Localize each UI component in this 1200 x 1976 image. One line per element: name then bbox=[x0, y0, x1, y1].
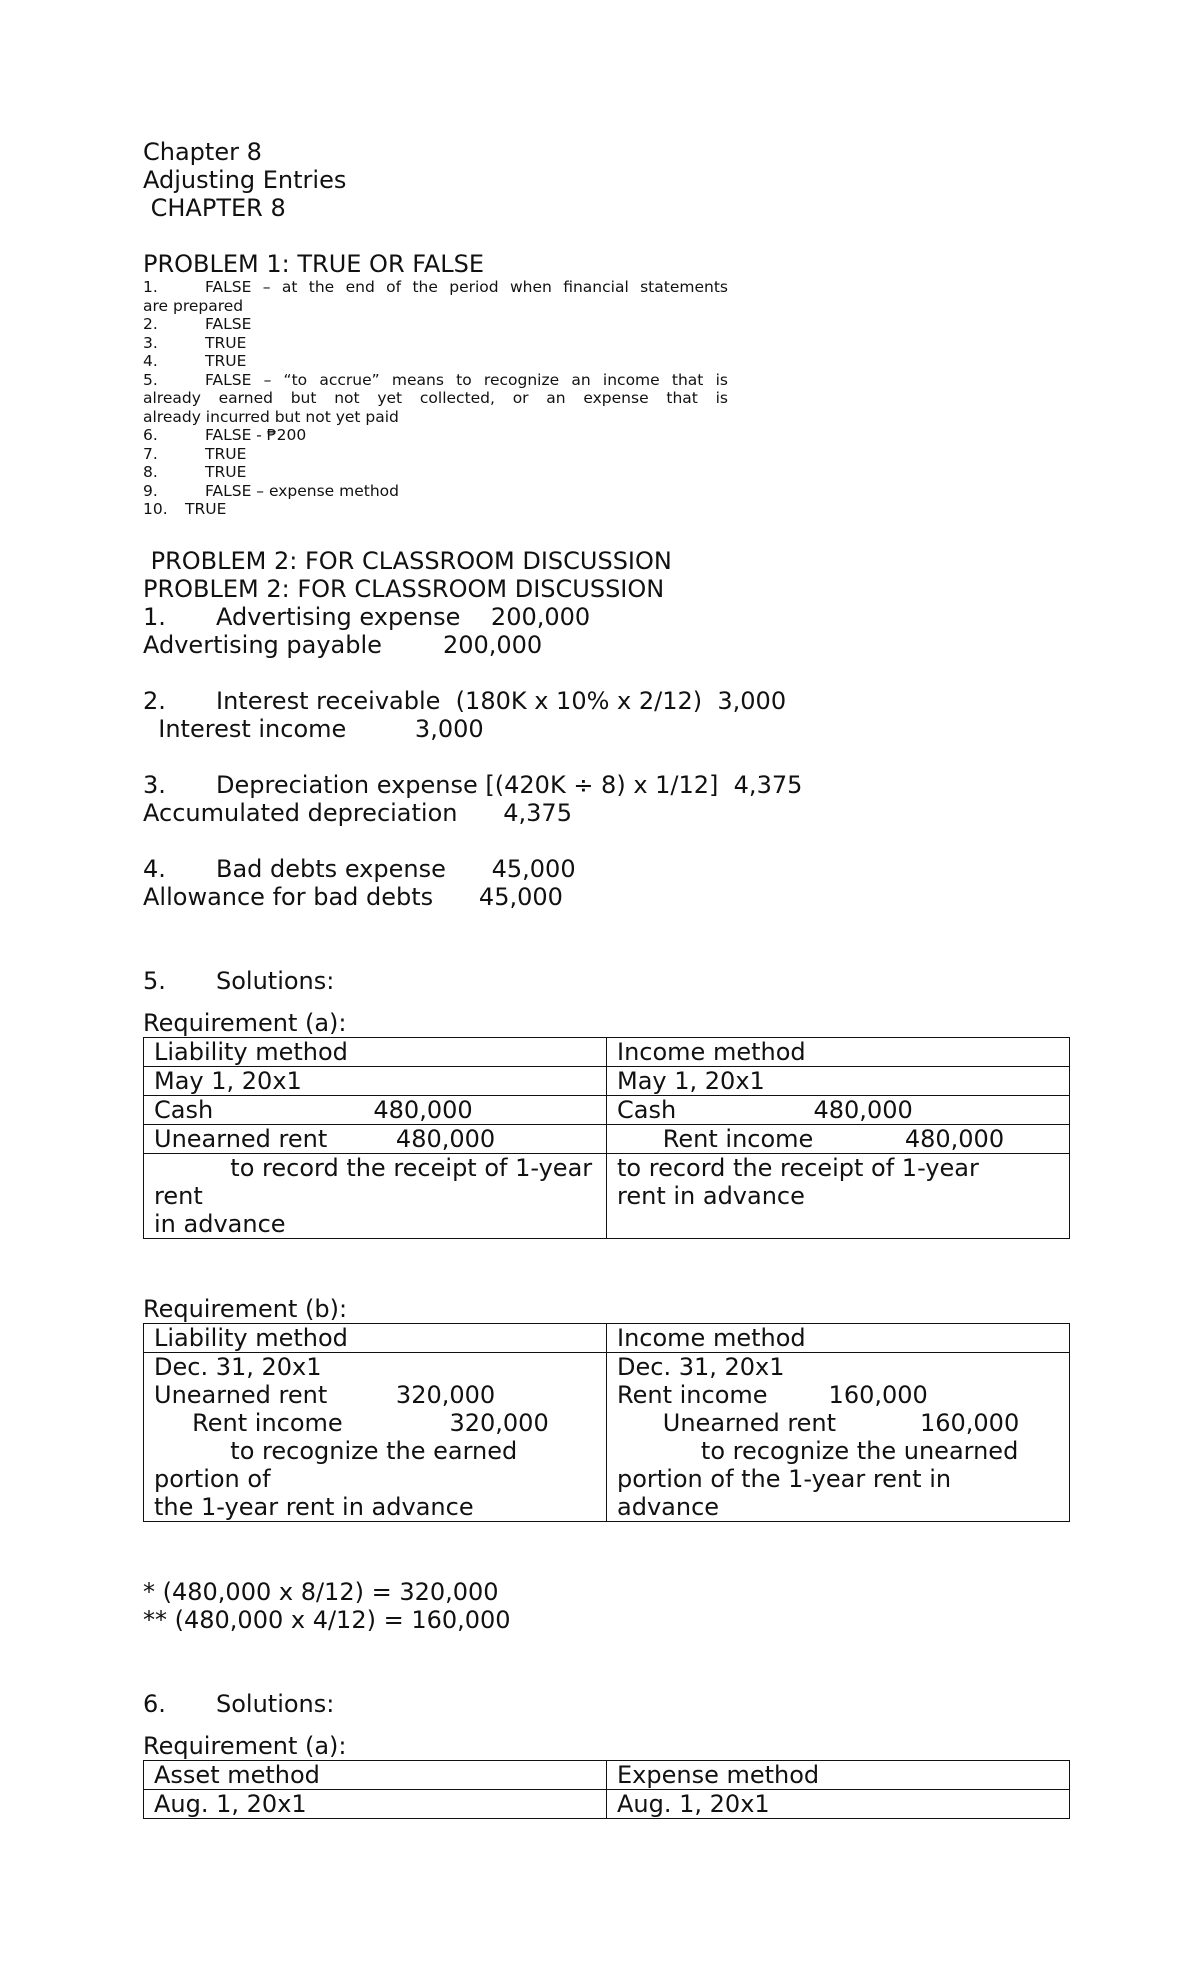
table-row: May 1, 20x1 May 1, 20x1 bbox=[144, 1066, 1070, 1095]
chapter-heading: CHAPTER 8 bbox=[143, 194, 286, 222]
chapter-label: Chapter 8 bbox=[143, 138, 262, 166]
chapter-title: Adjusting Entries bbox=[143, 166, 347, 194]
entry-1-debit: 1. Advertising expense 200,000 bbox=[143, 602, 591, 631]
solutions-5-heading: 5. Solutions: bbox=[143, 966, 335, 995]
list-item: 8. TRUE bbox=[143, 463, 247, 481]
list-item: 10. TRUE bbox=[143, 500, 227, 518]
document-page bbox=[143, 138, 1073, 1819]
table-row: to record the receipt of 1-year rent in advance to record the receipt of 1-year rent in advance bbox=[144, 1153, 1070, 1238]
table-row: Cash 480,000 Cash 480,000 bbox=[144, 1095, 1070, 1124]
table-row: Liability method Income method bbox=[144, 1323, 1070, 1352]
requirement-a-table bbox=[143, 1037, 1070, 1239]
list-item: 7. TRUE bbox=[143, 444, 247, 463]
table-row: Dec. 31, 20x1 Unearned rent 320,000 Rent income 320,000 to recognize the earned portion of the 1-year rent in advance Dec. 31, 20x1 Rent income 160,000 Unearned rent 160,000 to recognize the unearned portion of the 1-year rent in advance bbox=[144, 1352, 1070, 1521]
footnote-1: * (480,000 x 8/12) = 320,000 bbox=[143, 1577, 499, 1606]
table-row: Aug. 1, 20x1 Aug. 1, 20x1 bbox=[144, 1789, 1070, 1818]
list-item: 3. TRUE bbox=[143, 333, 247, 352]
requirement-b-table bbox=[143, 1323, 1070, 1522]
table-row: Asset method Expense method bbox=[144, 1760, 1070, 1789]
entry-2-credit: Interest income 3,000 bbox=[143, 714, 484, 743]
list-item: 9. FALSE – expense method bbox=[143, 481, 399, 500]
entry-4-credit: Allowance for bad debts 45,000 bbox=[143, 882, 563, 911]
footnote-2: ** (480,000 x 4/12) = 160,000 bbox=[143, 1605, 511, 1634]
requirement-6a-table bbox=[143, 1760, 1070, 1819]
list-item: 6. FALSE - ₱200 bbox=[143, 426, 307, 444]
list-item-cont: already incurred but not yet paid bbox=[143, 407, 399, 426]
table-row: Liability method Income method bbox=[144, 1037, 1070, 1066]
requirement-a-label: Requirement (a): bbox=[143, 1008, 347, 1037]
list-item: 5. FALSE – “to accrue” means to recognize an income that is bbox=[143, 370, 728, 389]
problem2-title-repeat: PROBLEM 2: FOR CLASSROOM DISCUSSION bbox=[143, 574, 665, 603]
entry-2-debit: 2. Interest receivable (180K x 10% x 2/12) 3,000 bbox=[143, 686, 787, 715]
list-item: 1. FALSE – at the end of the period when financial statements bbox=[143, 278, 728, 296]
problem1-list bbox=[143, 278, 728, 519]
table-row: Unearned rent 480,000 Rent income 480,000 bbox=[144, 1124, 1070, 1153]
problem2-title: PROBLEM 2: FOR CLASSROOM DISCUSSION bbox=[143, 546, 672, 575]
entry-3-debit: 3. Depreciation expense [(420K ÷ 8) x 1/12] 4,375 bbox=[143, 770, 803, 799]
list-item: 2. FALSE bbox=[143, 315, 252, 333]
requirement-b-label: Requirement (b): bbox=[143, 1294, 348, 1323]
problem1-title: PROBLEM 1: TRUE OR FALSE bbox=[143, 250, 485, 278]
list-item-cont: are prepared bbox=[143, 296, 244, 315]
requirement-6a-label: Requirement (a): bbox=[143, 1731, 347, 1760]
list-item: 4. TRUE bbox=[143, 352, 247, 370]
list-item-cont: already earned but not yet collected, or an expense that is bbox=[143, 389, 728, 407]
solutions-6-heading: 6. Solutions: bbox=[143, 1689, 335, 1718]
entry-1-credit: Advertising payable 200,000 bbox=[143, 630, 543, 659]
entry-4-debit: 4. Bad debts expense 45,000 bbox=[143, 854, 576, 883]
entry-3-credit: Accumulated depreciation 4,375 bbox=[143, 798, 572, 827]
